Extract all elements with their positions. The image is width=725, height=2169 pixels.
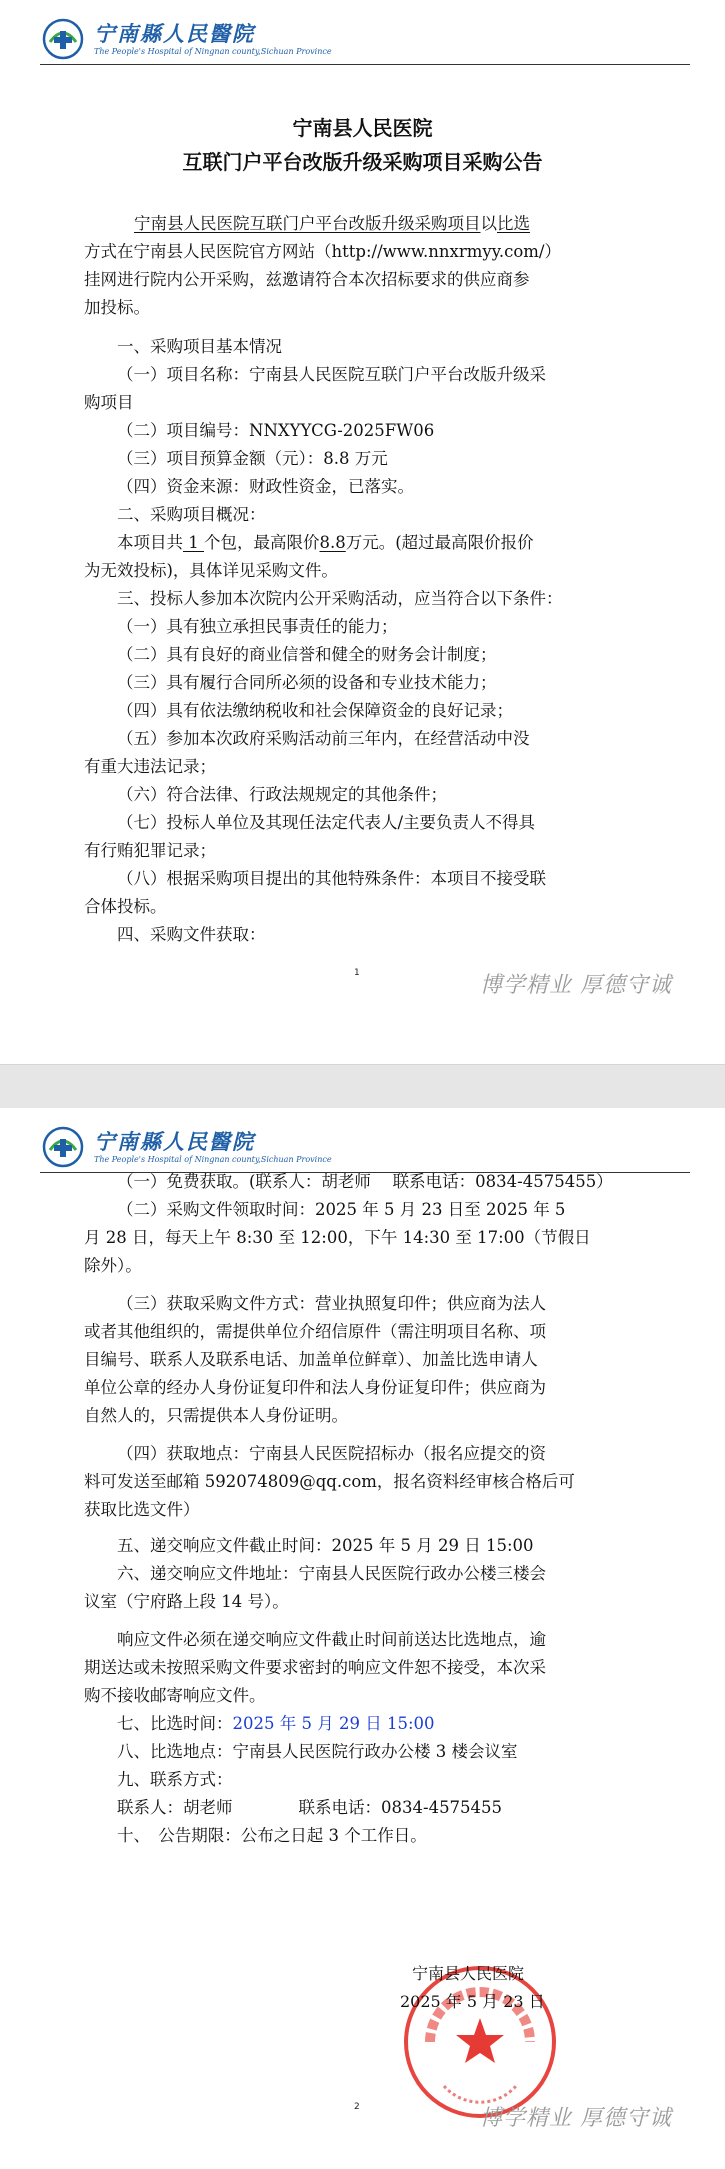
section-2-heading: 二、采购项目概况：: [117, 505, 266, 524]
access-method-line-d: 单位公章的经办人身份证复印件和法人身份证复印件；供应商为: [84, 1378, 546, 1397]
condition-1: （一）具有独立承担民事责任的能力；: [117, 617, 398, 636]
section-7-time: 七、比选时间：2025 年 5 月 29 日 15:00: [117, 1714, 435, 1733]
notice-line-1: 响应文件必须在递交响应文件截止时间前送达比选地点，逾: [117, 1630, 546, 1649]
page-header: [40, 1124, 690, 1173]
section-4-heading: 四、采购文件获取：: [117, 925, 266, 944]
condition-8-line-b: 合体投标。: [84, 897, 167, 916]
collection-time-line-a: （二）采购文件领取时间：2025 年 5 月 23 日至 2025 年 5: [117, 1200, 566, 1219]
overview-line-b: 为无效投标)，具体详见采购文件。: [84, 561, 338, 580]
page-number: 1: [354, 968, 360, 978]
condition-8-line-a: （八）根据采购项目提出的其他特殊条件：本项目不接受联: [117, 869, 546, 888]
project-name-line-a: （一）项目名称：宁南县人民医院互联门户平台改版升级采: [117, 365, 546, 384]
section-9-contact-heading: 九、联系方式：: [117, 1770, 233, 1789]
section-8-location: 八、比选地点：宁南县人民医院行政办公楼 3 楼会议室: [117, 1742, 518, 1761]
section-1-heading: 一、采购项目基本情况: [117, 337, 282, 356]
section-6-address-line-a: 六、递交响应文件地址：宁南县人民医院行政办公楼三楼会: [117, 1564, 546, 1583]
condition-5-line-a: （五）参加本次政府采购活动前三年内，在经营活动中没: [117, 729, 530, 748]
package-count: 1: [183, 533, 204, 552]
condition-7-line-b: 有行贿犯罪记录；: [84, 841, 216, 860]
free-access-line: （一）免费获取。(联系人：胡老师 联系电话：0834-4575455）: [117, 1172, 613, 1191]
project-budget: （三）项目预算金额（元）：8.8 万元: [117, 449, 388, 468]
section-10-notice-period: 十、 公告期限：公布之日起 3 个工作日。: [117, 1826, 427, 1845]
condition-2: （二）具有良好的商业信誉和健全的财务会计制度；: [117, 645, 497, 664]
project-name: 宁南县人民医院互联门户平台改版升级采购项目: [134, 214, 481, 233]
logo-english-name: The People's Hospital of Ningnan county,Sichuan Province: [94, 47, 332, 56]
hospital-logo-icon: [40, 1126, 86, 1168]
access-location-line-a: （四）获取地点：宁南县人民医院招标办（报名应提交的资: [117, 1444, 546, 1463]
project-name-line-b: 购项目: [84, 393, 134, 412]
logo-name: 宁南縣人民醫院: [94, 1130, 255, 1154]
logo-name: 宁南縣人民醫院: [94, 22, 255, 46]
access-location-line-b: 料可发送至邮箱 592074809@qq.com，报名资料经审核合格后可: [84, 1472, 575, 1491]
condition-7-line-a: （七）投标人单位及其现任法定代表人/主要负责人不得具: [117, 813, 536, 832]
intro-line-4: 加投标。: [84, 298, 150, 317]
intro-line-2: 方式在宁南县人民医院官方网站（http://www.nnxrmyy.com/）: [84, 242, 561, 261]
document-title-line-1: 宁南县人民医院: [292, 116, 433, 140]
access-method-line-b: 或者其他组织的，需提供单位介绍信原件（需注明项目名称、项: [84, 1322, 546, 1341]
notice-line-3: 购不接收邮寄响应文件。: [84, 1686, 266, 1705]
collection-time-line-c: 除外）。: [84, 1256, 142, 1275]
notice-line-2: 期送达或未按照采购文件要求密封的响应文件恕不接受，本次采: [84, 1658, 546, 1677]
access-method-line-e: 自然人的，只需提供本人身份证明。: [84, 1406, 348, 1425]
funds-source: （四）资金来源：财政性资金，已落实。: [117, 477, 414, 496]
page-header: [40, 16, 690, 65]
document-page-1: [0, 0, 725, 1064]
logo-english-name: The People's Hospital of Ningnan county,Sichuan Province: [94, 1155, 332, 1164]
signing-organization: 宁南县人民医院: [412, 1964, 525, 1983]
procurement-method: 比选: [497, 214, 530, 233]
page-number: 2: [354, 2102, 360, 2112]
selection-time-value: 2025 年 5 月 29 日 15:00: [232, 1714, 435, 1733]
hospital-slogan: 博学精业 厚德守诚: [480, 973, 672, 998]
condition-6: （六）符合法律、行政法规规定的其他条件；: [117, 785, 447, 804]
hospital-slogan: 博学精业 厚德守诚: [480, 2106, 672, 2131]
page-separator: [0, 1064, 725, 1110]
official-seal-icon: [400, 1962, 560, 2122]
document-title-line-2: 互联门户平台改版升级采购项目采购公告: [182, 150, 543, 174]
access-method-line-a: （三）获取采购文件方式：营业执照复印件；供应商为法人: [117, 1294, 546, 1313]
intro-line-1: 宁南县人民医院互联门户平台改版升级采购项目以比选: [134, 214, 530, 233]
contact-info: 联系人：胡老师 联系电话：0834-4575455: [117, 1798, 503, 1817]
hospital-logo-icon: [40, 18, 86, 60]
intro-line-3: 挂网进行院内公开采购，兹邀请符合本次招标要求的供应商参: [84, 270, 530, 289]
signing-date: 2025 年 5 月 23 日: [400, 1992, 545, 2011]
project-number: （二）项目编号：NNXYYCG-2025FW06: [117, 421, 435, 440]
condition-3: （三）具有履行合同所必须的设备和专业技术能力；: [117, 673, 497, 692]
max-price: 8.8: [319, 533, 346, 552]
condition-5-line-b: 有重大违法记录；: [84, 757, 216, 776]
overview-line-a: 本项目共 1 个包，最高限价8.8万元。(超过最高限价报价: [117, 533, 534, 552]
section-6-address-line-b: 议室（宁府路上段 14 号）。: [84, 1592, 289, 1611]
access-location-line-c: 获取比选文件）: [84, 1500, 200, 1519]
condition-4: （四）具有依法缴纳税收和社会保障资金的良好记录；: [117, 701, 513, 720]
access-method-line-c: 目编号、联系人及联系电话、加盖单位鲜章）、加盖比选申请人: [84, 1350, 538, 1369]
section-5-deadline: 五、递交响应文件截止时间：2025 年 5 月 29 日 15:00: [117, 1536, 534, 1555]
collection-time-line-b: 月 28 日，每天上午 8:30 至 12:00，下午 14:30 至 17:00（节假日: [84, 1228, 591, 1247]
section-3-heading: 三、投标人参加本次院内公开采购活动，应当符合以下条件：: [117, 589, 563, 608]
